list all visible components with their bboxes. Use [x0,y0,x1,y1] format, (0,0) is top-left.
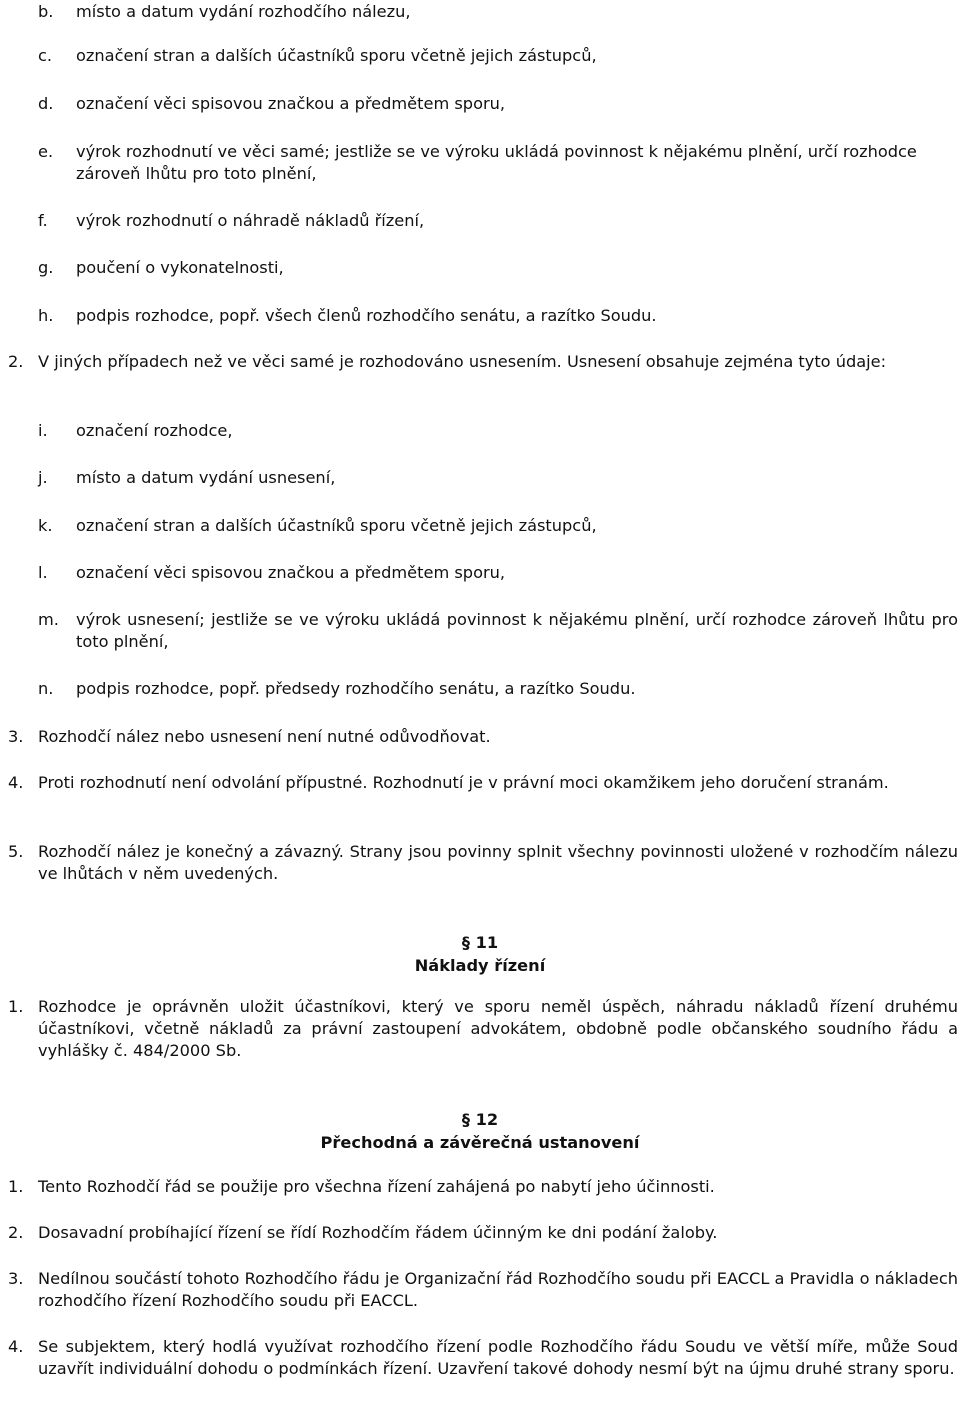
paragraph-4 [8,772,958,794]
list-item-e [38,141,958,185]
list-text: podpis rozhodce, popř. všech členů rozhodčího senátu, a razítko Soudu. [76,306,657,325]
s12-paragraph-1 [8,1176,958,1198]
section-heading-12 [0,1108,960,1154]
section-number: § 11 [461,933,499,952]
paragraph-number: 4. [8,1337,24,1356]
section-number: § 12 [461,1110,499,1129]
paragraph-number: 3. [8,1269,24,1288]
list-item-m [38,609,958,653]
list-item-b [38,1,958,23]
paragraph-text: Se subjektem, který hodlá využívat rozhodčího řízení podle Rozhodčího řádu Soudu ve větší míře, může Soud uzavřít individuální dohodu o podmínkách řízení. Uzavření takové dohody nesmí být na újmu druhé strany sporu. [38,1337,958,1378]
list-marker: b. [38,2,54,21]
list-text: označení stran a dalších účastníků sporu včetně jejich zástupců, [76,516,597,535]
list-text: výrok rozhodnutí ve věci samé; jestliže se ve výroku ukládá povinnost k nějakému plnění, určí rozhodce zároveň lhůtu pro toto plnění, [76,142,917,183]
paragraph-text: Dosavadní probíhající řízení se řídí Rozhodčím řádem účinným ke dni podání žaloby. [38,1223,718,1242]
paragraph-text: Rozhodce je oprávněn uložit účastníkovi, který ve sporu neměl úspěch, náhradu nákladů řízení druhému účastníkovi, včetně nákladů za právní zastoupení advokátem, obdobně podle občanského soudního řádu a vyhlášky č. 484/2000 Sb. [38,997,958,1060]
list-marker: i. [38,421,48,440]
paragraph-text: Rozhodčí nález je konečný a závazný. Strany jsou povinny splnit všechny povinnosti uložené v rozhodčím nálezu ve lhůtách v něm uvedených. [38,842,958,883]
list-text: místo a datum vydání rozhodčího nálezu, [76,2,411,21]
list-item-c [38,45,958,67]
paragraph-number: 3. [8,727,24,746]
paragraph-text: V jiných případech než ve věci samé je rozhodováno usnesením. Usnesení obsahuje zejména tyto údaje: [38,352,887,371]
list-item-n [38,678,958,700]
paragraph-text: Proti rozhodnutí není odvolání přípustné. Rozhodnutí je v právní moci okamžikem jeho doručení stranám. [38,773,889,792]
paragraph-3 [8,726,958,748]
paragraph-2 [8,351,958,373]
list-item-l [38,562,958,584]
list-text: poučení o vykonatelnosti, [76,258,284,277]
s12-paragraph-4 [8,1336,958,1380]
list-marker: n. [38,679,54,698]
list-marker: m. [38,610,59,629]
s12-paragraph-2 [8,1222,958,1244]
list-marker: h. [38,306,54,325]
paragraph-number: 1. [8,1177,24,1196]
list-item-h [38,305,958,327]
list-text: místo a datum vydání usnesení, [76,468,336,487]
list-item-f [38,210,958,232]
paragraph-number: 5. [8,842,24,861]
list-item-j [38,467,958,489]
paragraph-text: Nedílnou součástí tohoto Rozhodčího řádu je Organizační řád Rozhodčího soudu při EACCL a Pravidla o nákladech rozhodčího řízení Rozhodčího soudu při EACCL. [38,1269,958,1310]
list-marker: g. [38,258,54,277]
list-text: označení stran a dalších účastníků sporu včetně jejich zástupců, [76,46,597,65]
paragraph-text: Tento Rozhodčí řád se použije pro všechna řízení zahájená po nabytí jeho účinnosti. [38,1177,715,1196]
list-marker: k. [38,516,53,535]
paragraph-number: 1. [8,997,24,1016]
list-item-g [38,257,958,279]
paragraph-number: 2. [8,352,24,371]
paragraph-5 [8,841,958,885]
list-text: označení věci spisovou značkou a předmětem sporu, [76,563,506,582]
list-marker: e. [38,142,54,161]
paragraph-number: 2. [8,1223,24,1242]
list-text: označení věci spisovou značkou a předmětem sporu, [76,94,506,113]
list-marker: f. [38,211,48,230]
list-text: označení rozhodce, [76,421,233,440]
list-item-k [38,515,958,537]
list-text: výrok rozhodnutí o náhradě nákladů řízení, [76,211,425,230]
list-text: podpis rozhodce, popř. předsedy rozhodčího senátu, a razítko Soudu. [76,679,636,698]
s11-paragraph-1 [8,996,958,1062]
section-title: Náklady řízení [414,956,546,975]
section-title: Přechodná a závěrečná ustanovení [320,1133,640,1152]
paragraph-number: 4. [8,773,24,792]
list-marker: j. [38,468,48,487]
list-marker: l. [38,563,48,582]
list-text: výrok usnesení; jestliže se ve výroku ukládá povinnost k nějakému plnění, určí rozhodce zároveň lhůtu pro toto plnění, [76,610,958,651]
list-marker: c. [38,46,53,65]
s12-paragraph-3 [8,1268,958,1312]
list-item-i [38,420,958,442]
section-heading-11 [0,931,960,977]
list-item-d [38,93,958,115]
paragraph-text: Rozhodčí nález nebo usnesení není nutné odůvodňovat. [38,727,491,746]
list-marker: d. [38,94,54,113]
